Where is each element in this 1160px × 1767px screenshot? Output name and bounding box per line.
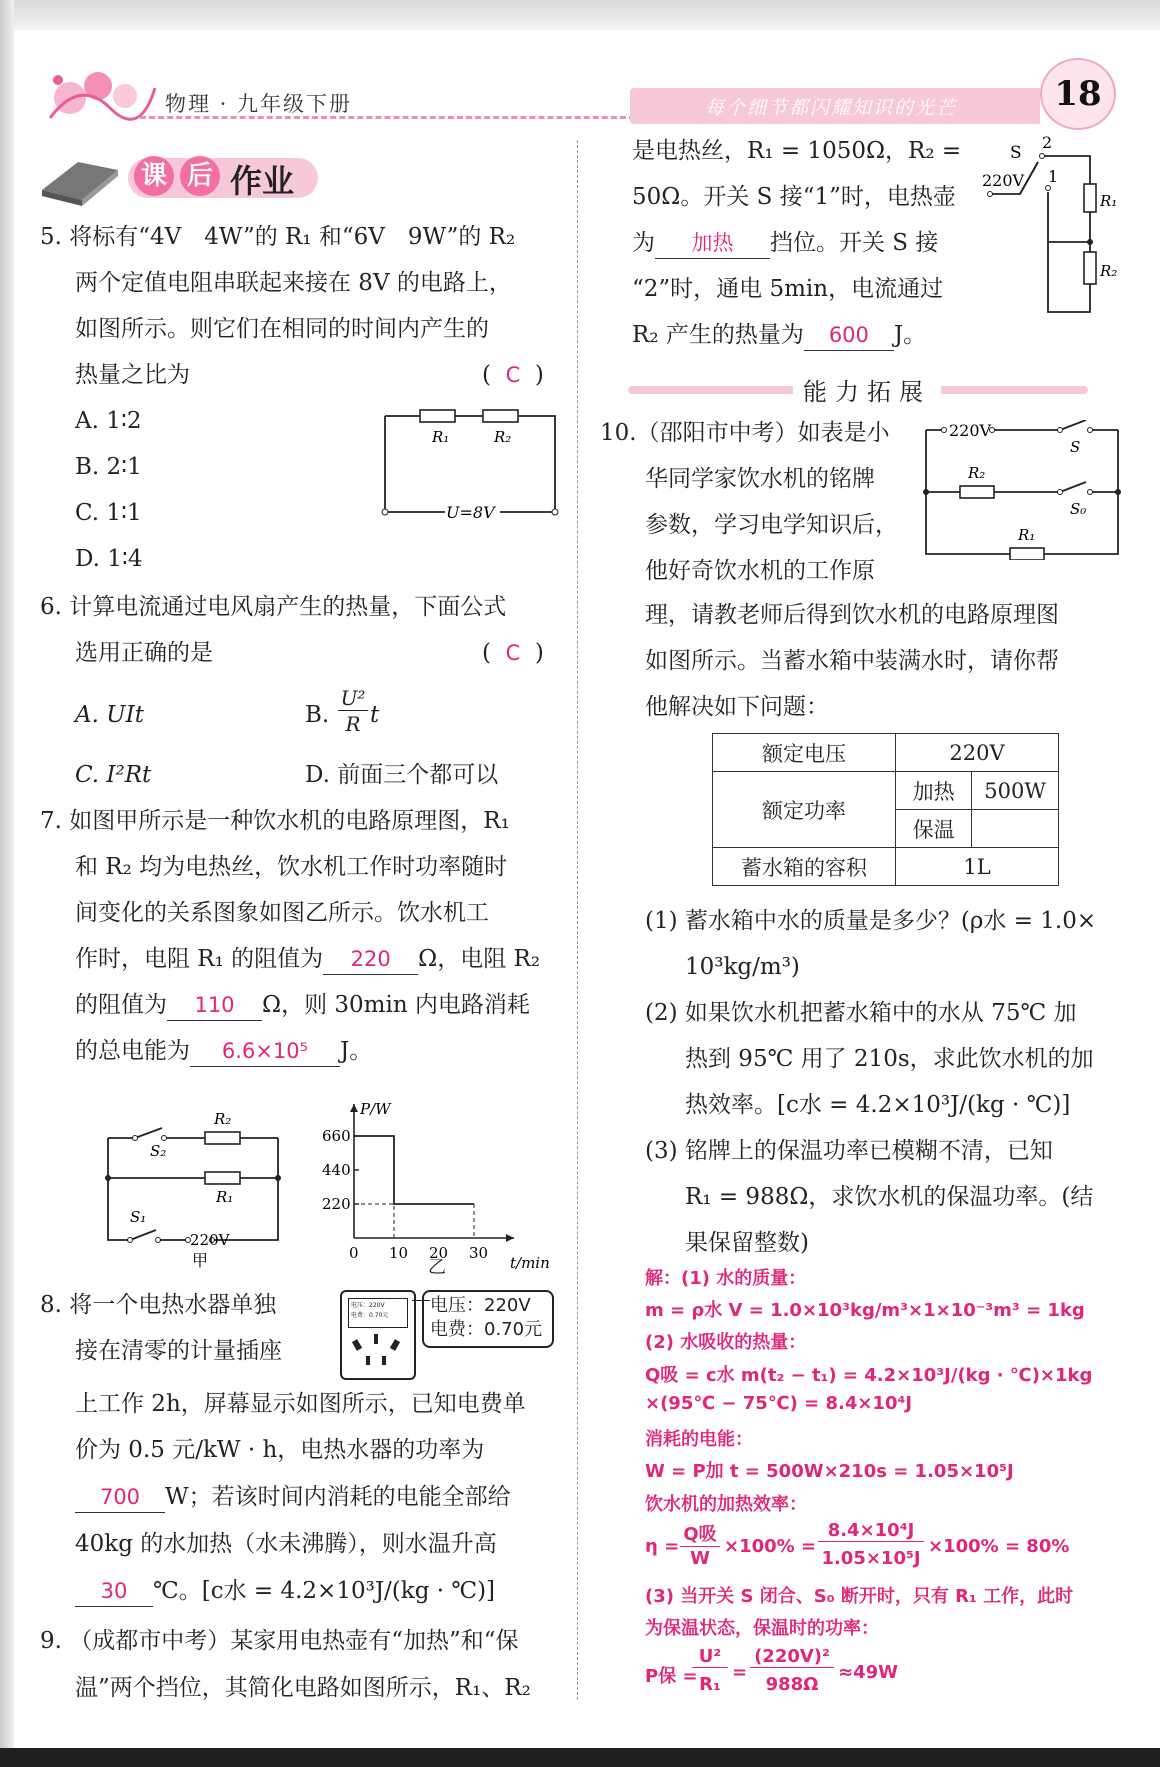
q5-circuit-diagram xyxy=(380,402,565,527)
q9-fig-r1: R₁ xyxy=(1100,192,1118,210)
q10-line-5: 理，请教老师后得到饮水机的电路原理图 xyxy=(645,602,1059,628)
q10-fig-s0: S₀ xyxy=(1070,500,1087,518)
q7-line-1: 7. 如图甲所示是一种饮水机的电路原理图，R₁ xyxy=(40,808,510,834)
q7-line-3: 间变化的关系图象如图乙所示。饮水机工 xyxy=(75,900,489,926)
socket-meter xyxy=(340,1290,416,1380)
chart-y-label: P/W xyxy=(360,1100,391,1118)
page-edge-top xyxy=(0,0,1160,30)
q7-answer-r1: 220 xyxy=(350,947,391,971)
q9-fig-r2: R₂ xyxy=(1100,262,1118,280)
socket-callout xyxy=(422,1290,554,1348)
socket-hole-3 xyxy=(390,1339,400,1351)
q9-answer-heat: 600 xyxy=(828,323,869,347)
homework-title: 作业 xyxy=(230,162,295,200)
q10-line-4: 他好奇饮水机的工作原 xyxy=(645,558,875,584)
socket-hole-1 xyxy=(352,1339,362,1351)
homework-char-1: 课 xyxy=(134,156,174,196)
books-icon xyxy=(38,154,123,206)
q7-fig-caption-b: 乙 xyxy=(428,1257,446,1278)
solution-p-den2: 988Ω xyxy=(765,1674,819,1695)
q9-line-3: 是电热丝，R₁ = 1050Ω，R₂ = xyxy=(632,138,962,164)
q5-option-b: B. 2∶1 xyxy=(75,454,142,480)
q6-option-b-numerator: U² xyxy=(338,686,368,711)
q8-answer-temp: 30 xyxy=(100,1579,128,1603)
socket-hole-5 xyxy=(382,1356,386,1365)
table-value-capacity: 1L xyxy=(896,848,1059,886)
q7-fig-r2: R₂ xyxy=(214,1110,232,1128)
page-edge-bottom xyxy=(0,1748,1160,1767)
table-label-keep: 保温 xyxy=(896,810,972,848)
q8-line-4: 价为 0.5 元/kW · h，电热水器的功率为 xyxy=(75,1437,485,1463)
q7-fig-s1: S₁ xyxy=(130,1208,147,1226)
q9-line-1: 9. （成都市中考）某家用电热壶有“加热”和“保 xyxy=(40,1628,519,1654)
solution-line-10: (3) 当开关 S 闭合、S₀ 断开时，只有 R₁ 工作，此时 xyxy=(645,1586,1074,1607)
chart-x-tick: 10 xyxy=(389,1244,409,1262)
page-number: 18 xyxy=(1040,58,1116,130)
q9-answer-mode: 加热 xyxy=(691,231,734,255)
column-separator xyxy=(577,140,578,1700)
q6-option-d: D. 前面三个都可以 xyxy=(305,762,499,788)
q7-fig-r1: R₁ xyxy=(216,1188,234,1206)
solution-p-num1: U² xyxy=(692,1646,728,1668)
q5-line-2: 两个定值电阻串联起来接在 8V 的电路上， xyxy=(75,270,512,296)
q6-answer: ( C ) xyxy=(482,640,544,666)
q9-l3-pre: 为 xyxy=(632,230,655,256)
chart-y-tick: 220 xyxy=(322,1195,351,1213)
q9-line-2: 温”两个挡位，其简化电路如图所示，R₁、R₂ xyxy=(75,1675,531,1701)
solution-eta-den2: 1.05×10⁵J xyxy=(821,1548,921,1569)
table-label-capacity: 蓄水箱的容积 xyxy=(713,848,896,886)
q10-sub-1: (1) 蓄水箱中水的质量是多少？(ρ水 = 1.0× xyxy=(645,908,1097,934)
q7-answer-r2: 110 xyxy=(194,993,235,1017)
q5-option-a: A. 1∶2 xyxy=(75,408,142,434)
chart-x-tick: 20 xyxy=(429,1244,449,1262)
q7-power-time-chart xyxy=(320,1088,550,1278)
chart-x-label: t/min xyxy=(510,1254,550,1272)
q10-sub-2c: 热效率。[c水 = 4.2×10³J/(kg · ℃)] xyxy=(685,1092,1071,1118)
q9-l5-pre: R₂ 产生的热量为 xyxy=(632,322,804,348)
table-label-power: 额定功率 xyxy=(713,772,896,848)
q6-option-a: A. UIt xyxy=(75,702,144,728)
q9-fig-terminal-1: 1 xyxy=(1048,167,1059,186)
q8-line-2: 接在清零的计量插座 xyxy=(75,1338,282,1364)
solution-p-post: ≈49W xyxy=(838,1662,898,1683)
socket-voltage: 电压：220V xyxy=(430,1295,531,1316)
q7-fig-caption-a: 甲 xyxy=(192,1251,209,1270)
q10-sub-1b: 10³kg/m³) xyxy=(685,954,800,980)
q9-line-5 xyxy=(632,228,938,259)
q10-line-7: 他解决如下问题： xyxy=(645,694,829,720)
table-value-heat: 500W xyxy=(972,772,1059,810)
q7-line-2: 和 R₂ 均为电热丝，饮水机工作时功率随时 xyxy=(75,854,508,880)
solution-line-2: m = ρ水 V = 1.0×10³kg/m³×1×10⁻³m³ = 1kg xyxy=(645,1300,1085,1321)
q7-answer-energy: 6.6×10⁵ xyxy=(221,1039,309,1063)
q9-fig-voltage: 220V xyxy=(982,171,1025,190)
q10-fig-s: S xyxy=(1070,438,1081,456)
socket-hole-2 xyxy=(374,1334,378,1344)
q6-line-2: 选用正确的是 xyxy=(75,640,213,666)
chart-series-line xyxy=(354,1136,474,1204)
table-value-voltage: 220V xyxy=(896,734,1059,772)
solution-p-num2: (220V)² xyxy=(750,1646,834,1668)
solution-eta-post: ×100% = 80% xyxy=(928,1536,1070,1557)
q10-fig-r2: R₂ xyxy=(968,464,986,482)
q5-fig-voltage: U=8V xyxy=(446,503,495,522)
homework-banner xyxy=(38,150,318,210)
q9-line-4: 50Ω。开关 S 接“1”时，电热壶 xyxy=(632,184,956,210)
q6-answer-value: C xyxy=(505,641,521,665)
q7-l6-post: J。 xyxy=(340,1038,373,1064)
q6-line-1: 6. 计算电流通过电风扇产生的热量，下面公式 xyxy=(40,594,507,620)
q5-answer: ( C ) xyxy=(482,362,544,388)
q10-circuit-diagram xyxy=(920,420,1125,560)
solution-eta-mid: ×100% = xyxy=(724,1536,817,1557)
socket-hole-4 xyxy=(366,1356,370,1365)
q9-l5-post: J。 xyxy=(893,322,927,348)
table-label-voltage: 额定电压 xyxy=(713,734,896,772)
q7-fig-voltage: 220V xyxy=(190,1231,230,1249)
q7-l5-post: Ω，则 30min 内电路消耗 xyxy=(262,992,530,1018)
solution-eta-den1: W xyxy=(690,1548,710,1569)
q8-line-3: 上工作 2h，屏幕显示如图所示，已知电费单 xyxy=(75,1391,526,1417)
solution-p-eq: = xyxy=(732,1662,748,1683)
q9-circuit-diagram xyxy=(980,134,1125,314)
chart-x-tick: 30 xyxy=(469,1244,489,1262)
q7-line-6 xyxy=(75,1036,372,1067)
q9-l3-post: 挡位。开关 S 接 xyxy=(770,230,939,256)
ability-title: 能力拓展 xyxy=(793,372,941,407)
solution-eta-num2: 8.4×10⁴J xyxy=(818,1520,924,1542)
q8-l5-post: W；若该时间内消耗的电能全部给 xyxy=(165,1484,511,1510)
q6-option-b-denominator: R xyxy=(345,712,361,736)
solution-line-1: 解：(1) 水的质量： xyxy=(645,1268,807,1289)
header-motto: 每个细节都闪耀知识的光芒 xyxy=(705,97,958,119)
q7-line-5 xyxy=(75,990,530,1021)
chart-y-tick: 440 xyxy=(322,1161,351,1179)
q10-line-2: 华同学家饮水机的铭牌 xyxy=(645,466,875,492)
socket-screen-line-1: 电压：220V xyxy=(351,1302,385,1309)
q7-l4-pre: 作时，电阻 R₁ 的阻值为 xyxy=(75,946,324,972)
chart-x-arrow xyxy=(506,1234,514,1242)
q10-sub-2: (2) 如果饮水机把蓄水箱中的水从 75℃ 加 xyxy=(645,1000,1077,1026)
q7-circuit-diagram-a xyxy=(100,1100,290,1270)
q5-line-4: 热量之比为 xyxy=(75,362,190,388)
chart-y-arrow xyxy=(350,1104,358,1112)
solution-line-7: W = P加 t = 500W×210s = 1.05×10⁵J xyxy=(645,1461,1014,1482)
solution-p-den1: R₁ xyxy=(699,1674,721,1695)
q5-option-d: D. 1∶4 xyxy=(75,546,143,572)
q5-line-1: 5. 将标有“4V 4W”的 R₁ 和“6V 9W”的 R₂ xyxy=(40,224,516,250)
q8-line-6: 40kg 的水加热（水未沸腾），则水温升高 xyxy=(75,1531,497,1557)
q5-fig-r2: R₂ xyxy=(494,428,512,446)
q10-fig-voltage: 220V xyxy=(949,421,992,440)
nameplate-table xyxy=(712,733,1059,886)
q5-answer-value: C xyxy=(505,363,521,387)
q7-l6-pre: 的总电能为 xyxy=(75,1038,190,1064)
table-label-heat: 加热 xyxy=(896,772,972,810)
page-edge-left xyxy=(0,0,14,1767)
solution-line-5: ×(95℃ − 75℃) = 8.4×10⁴J xyxy=(645,1393,913,1414)
socket-screen xyxy=(348,1298,408,1328)
chart-y-tick: 660 xyxy=(322,1127,351,1145)
solution-eta-pre: η = xyxy=(645,1536,680,1557)
q7-line-4 xyxy=(75,944,540,975)
q6-option-b-label: B. xyxy=(305,702,330,728)
ability-heading xyxy=(628,372,1088,406)
q7-l4-post: Ω，电阻 R₂ xyxy=(418,946,541,972)
solution-p-pre: P保 = xyxy=(645,1666,698,1687)
q5-fig-r1: R₁ xyxy=(432,428,450,446)
q10-sub-3b: R₁ = 988Ω，求饮水机的保温功率。(结 xyxy=(685,1184,1094,1210)
q8-line-7 xyxy=(75,1576,495,1607)
solution-line-8: 饮水机的加热效率： xyxy=(645,1494,807,1515)
q9-line-6: “2”时，通电 5min，电流通过 xyxy=(632,276,944,302)
solution-eta-num1: Q吸 xyxy=(680,1520,720,1547)
q10-sub-3c: 果保留整数) xyxy=(685,1230,809,1256)
homework-char-2: 后 xyxy=(180,156,220,196)
q10-line-6: 如图所示。当蓄水箱中装满水时，请你帮 xyxy=(645,648,1059,674)
solution-line-11: 为保温状态，保温时的功率： xyxy=(645,1618,879,1639)
q10-sub-2b: 热到 95℃ 用了 210s，求此饮水机的加 xyxy=(685,1046,1094,1072)
q6-option-c: C. I²Rt xyxy=(75,762,152,788)
q8-l7-post: ℃。[c水 = 4.2×10³J/(kg · ℃)] xyxy=(153,1578,496,1604)
solution-line-3: (2) 水吸收的热量： xyxy=(645,1332,807,1353)
q5-line-3: 如图所示。则它们在相同的时间内产生的 xyxy=(75,316,489,342)
socket-screen-line-2: 电费：0.70元 xyxy=(351,1312,389,1319)
q9-fig-switch: S xyxy=(1010,143,1022,163)
q9-line-7 xyxy=(632,320,926,351)
q6-option-b-tail: t xyxy=(370,702,380,728)
q8-line-5 xyxy=(75,1482,511,1513)
q10-line-1: 10.（邵阳市中考）如表是小 xyxy=(600,420,890,446)
chart-x-tick: 0 xyxy=(349,1244,359,1262)
q5-option-c: C. 1∶1 xyxy=(75,500,142,526)
q7-l5-pre: 的阻值为 xyxy=(75,992,167,1018)
q9-fig-terminal-2: 2 xyxy=(1042,134,1053,152)
q7-fig-s2: S₂ xyxy=(150,1142,167,1160)
table-value-keep xyxy=(972,810,1059,848)
header-divider xyxy=(140,116,635,119)
socket-fee: 电费：0.70元 xyxy=(430,1319,543,1340)
solution-line-6: 消耗的电能： xyxy=(645,1429,753,1450)
header-subject: 物理 · 九年级下册 xyxy=(165,92,353,116)
q8-line-1: 8. 将一个电热水器单独 xyxy=(40,1292,277,1318)
q8-answer-power: 700 xyxy=(99,1485,141,1509)
q10-line-3: 参数，学习电学知识后， xyxy=(645,512,898,538)
q10-fig-r1: R₁ xyxy=(1018,526,1036,544)
solution-line-4: Q吸 = c水 m(t₂ − t₁) = 4.2×10³J/(kg · ℃)×1kg xyxy=(645,1365,1093,1386)
q10-sub-3: (3) 铭牌上的保温功率已模糊不清，已知 xyxy=(645,1138,1053,1164)
